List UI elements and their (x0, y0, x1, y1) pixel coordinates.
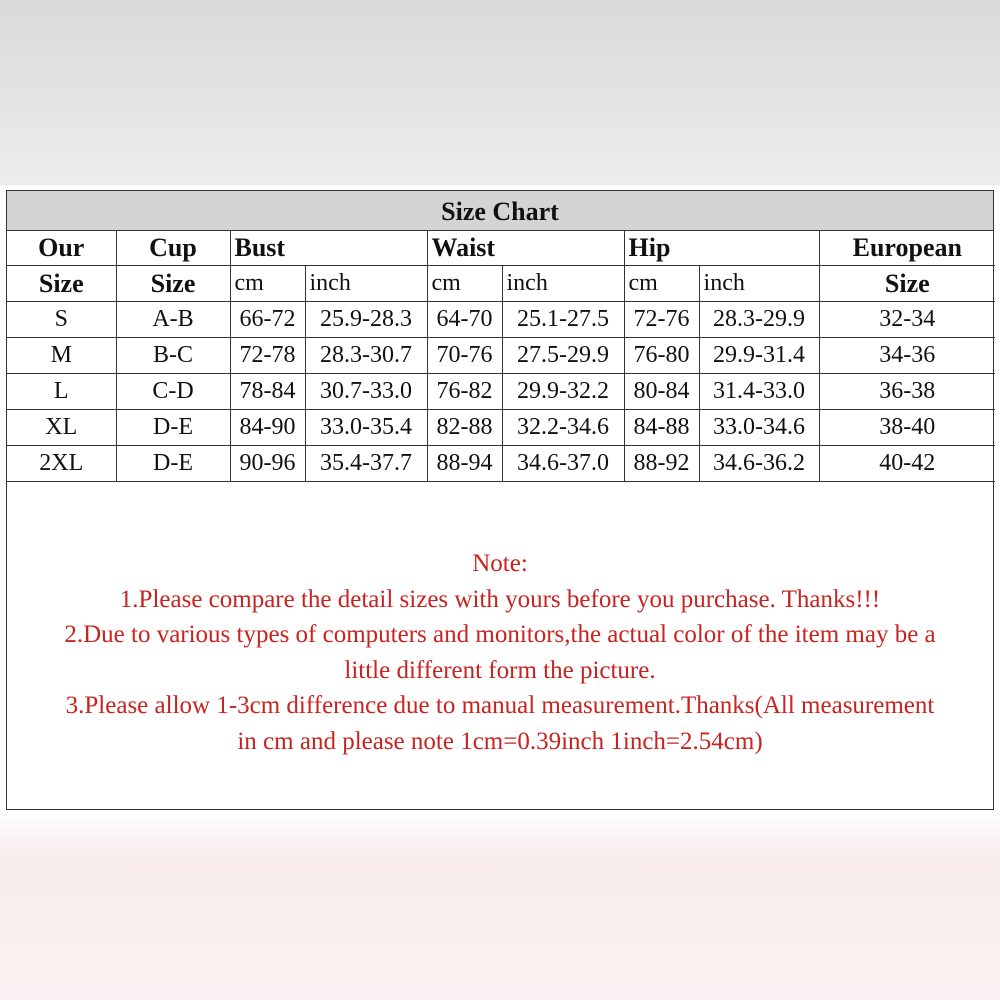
hip-cm-cell: 72-76 (624, 302, 699, 338)
european-size-cell: 38-40 (819, 410, 995, 446)
waist-cm-cell: 88-94 (427, 446, 502, 482)
bust-cm-cell: 72-78 (230, 338, 305, 374)
table-row (7, 302, 995, 338)
cup-size-cell: D-E (116, 410, 230, 446)
bust-cm-cell: 90-96 (230, 446, 305, 482)
european-size-cell: 36-38 (819, 374, 995, 410)
bust-inch-cell: 35.4-37.7 (305, 446, 427, 482)
table-row (7, 410, 995, 446)
waist-cm-unit: cm (427, 266, 502, 302)
hip-cm-cell: 84-88 (624, 410, 699, 446)
our-size-cell: 2XL (7, 446, 116, 482)
bust-cm-unit: cm (230, 266, 305, 302)
waist-cm-cell: 82-88 (427, 410, 502, 446)
european-size-header: European (819, 230, 995, 266)
hip-cm-cell: 76-80 (624, 338, 699, 374)
our-size-cell: S (7, 302, 116, 338)
cup-size-cell: A-B (116, 302, 230, 338)
hip-header: Hip (624, 230, 819, 266)
hip-inch-cell: 29.9-31.4 (699, 338, 819, 374)
waist-cm-cell: 64-70 (427, 302, 502, 338)
note-line-3b: in cm and please note 1cm=0.39inch 1inch=2.54cm) (237, 727, 763, 755)
waist-inch-cell: 32.2-34.6 (502, 410, 624, 446)
hip-inch-cell: 28.3-29.9 (699, 302, 819, 338)
header-row-2 (7, 266, 995, 302)
bust-cm-cell: 78-84 (230, 374, 305, 410)
our-size-header-line2: Size (7, 266, 116, 302)
hip-inch-cell: 33.0-34.6 (699, 410, 819, 446)
note-line-3a: 3.Please allow 1-3cm difference due to manual measurement.Thanks(All measurement (65, 692, 935, 719)
our-size-cell: M (7, 338, 116, 374)
waist-inch-cell: 27.5-29.9 (502, 338, 624, 374)
waist-inch-cell: 25.1-27.5 (502, 302, 624, 338)
waist-cm-cell: 70-76 (427, 338, 502, 374)
bust-cm-cell: 66-72 (230, 302, 305, 338)
cup-size-cell: D-E (116, 446, 230, 482)
waist-inch-unit: inch (502, 266, 624, 302)
table-row (7, 446, 995, 482)
bust-header: Bust (230, 230, 427, 266)
hip-inch-cell: 34.6-36.2 (699, 446, 819, 482)
european-size-header-line2: Size (819, 266, 995, 302)
waist-cm-cell: 76-82 (427, 374, 502, 410)
notes-section (7, 546, 993, 759)
bust-inch-cell: 33.0-35.4 (305, 410, 427, 446)
bust-inch-cell: 28.3-30.7 (305, 338, 427, 374)
bust-inch-unit: inch (305, 266, 427, 302)
european-size-cell: 32-34 (819, 302, 995, 338)
bust-inch-cell: 25.9-28.3 (305, 302, 427, 338)
note-line-2b: little different form the picture. (344, 656, 656, 684)
table-row (7, 374, 995, 410)
waist-inch-cell: 34.6-37.0 (502, 446, 624, 482)
header-row-1 (7, 230, 995, 266)
european-size-cell: 40-42 (819, 446, 995, 482)
hip-inch-unit: inch (699, 266, 819, 302)
our-size-header: Our (7, 230, 116, 266)
waist-inch-cell: 29.9-32.2 (502, 374, 624, 410)
size-chart-sheet (6, 190, 994, 810)
note-line-2a: 2.Due to various types of computers and monitors,the actual color of the item may be a (64, 621, 936, 648)
hip-cm-unit: cm (624, 266, 699, 302)
bust-cm-cell: 84-90 (230, 410, 305, 446)
hip-cm-cell: 80-84 (624, 374, 699, 410)
note-line-1: 1.Please compare the detail sizes with yours before you purchase. Thanks!!! (119, 585, 881, 613)
bust-inch-cell: 30.7-33.0 (305, 374, 427, 410)
table-row (7, 338, 995, 374)
hip-cm-cell: 88-92 (624, 446, 699, 482)
waist-header: Waist (427, 230, 624, 266)
cup-size-header: Cup (116, 230, 230, 266)
european-size-cell: 34-36 (819, 338, 995, 374)
cup-size-cell: B-C (116, 338, 230, 374)
size-chart-title: Size Chart (7, 191, 993, 231)
hip-inch-cell: 31.4-33.0 (699, 374, 819, 410)
cup-size-header-line2: Size (116, 266, 230, 302)
our-size-cell: L (7, 374, 116, 410)
size-table (7, 230, 995, 482)
cup-size-cell: C-D (116, 374, 230, 410)
our-size-cell: XL (7, 410, 116, 446)
note-heading: Note: (472, 550, 528, 577)
